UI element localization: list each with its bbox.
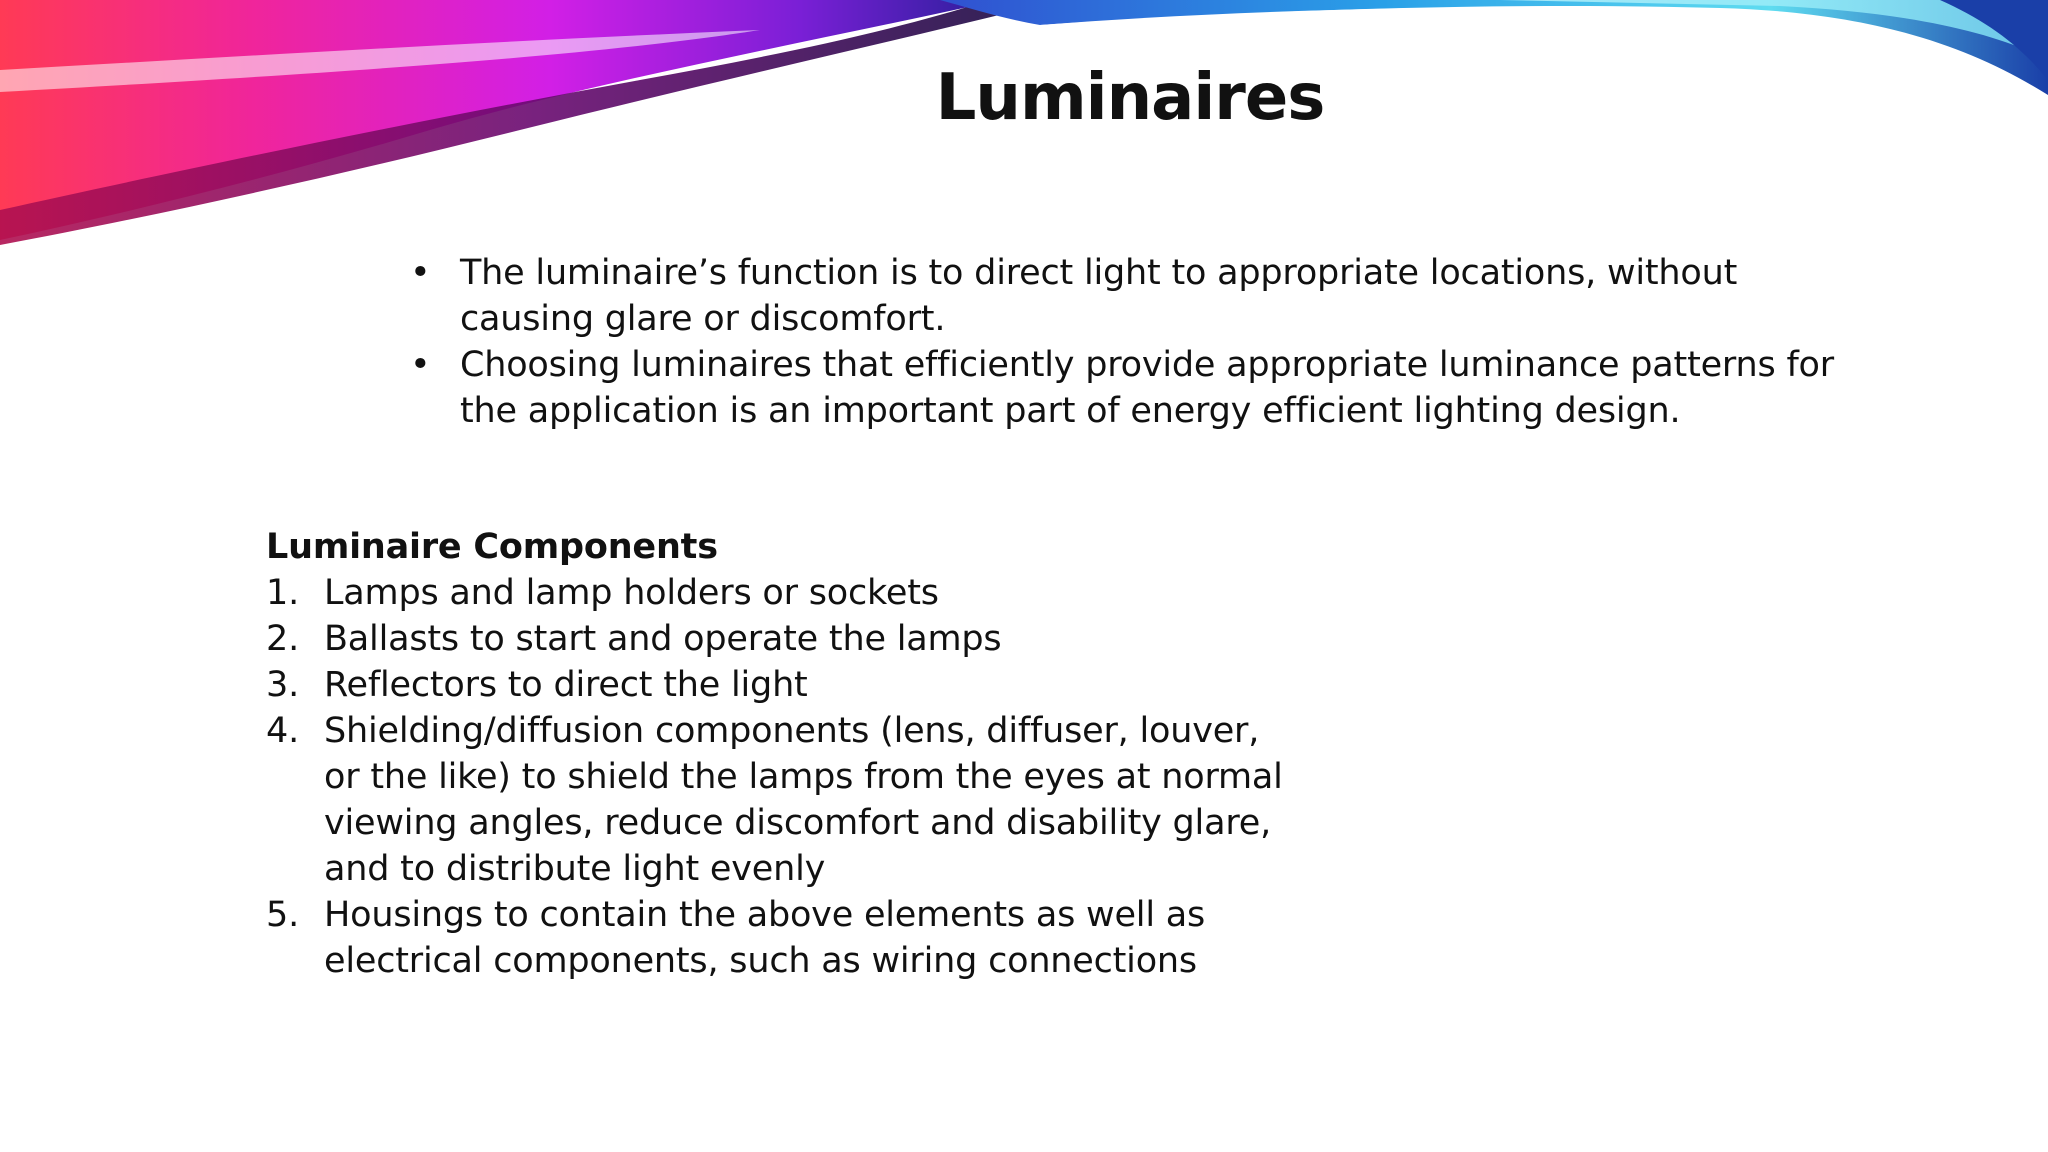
component-text: Ballasts to start and operate the lamps [324,619,1002,659]
component-number: 5. [266,895,299,935]
component-text: Housings to contain the above elements as well as electrical components, such as wiring connections [324,895,1206,981]
components-section [266,524,1286,984]
component-text: Lamps and lamp holders or sockets [324,573,939,613]
bullet-icon: • [410,253,431,293]
intro-bullet-list [410,250,1870,434]
component-item [266,570,1286,616]
bullet-item [410,342,1870,434]
components-heading: Luminaire Components [266,527,718,567]
component-text: Reflectors to direct the light [324,665,808,705]
bullet-text: Choosing luminaires that efficiently provide appropriate luminance patterns for the application is an important part of energy efficient lighting design. [460,345,1834,431]
component-item [266,708,1286,892]
component-number: 1. [266,573,299,613]
component-item [266,892,1286,984]
bullet-icon: • [410,345,431,385]
component-number: 3. [266,665,299,705]
component-text: Shielding/diffusion components (lens, diffuser, louver, or the like) to shield the lamps from the eyes at normal viewing angles, reduce discomfort and disability glare, and to distribute light evenly [324,711,1283,889]
slide-title: Luminaires [935,61,1325,135]
component-number: 4. [266,711,299,751]
bullet-text: The luminaire’s function is to direct light to appropriate locations, without causing glare or discomfort. [460,253,1738,339]
component-number: 2. [266,619,299,659]
bullet-item [410,250,1870,342]
component-item [266,616,1286,662]
components-list [266,570,1286,984]
component-item [266,662,1286,708]
